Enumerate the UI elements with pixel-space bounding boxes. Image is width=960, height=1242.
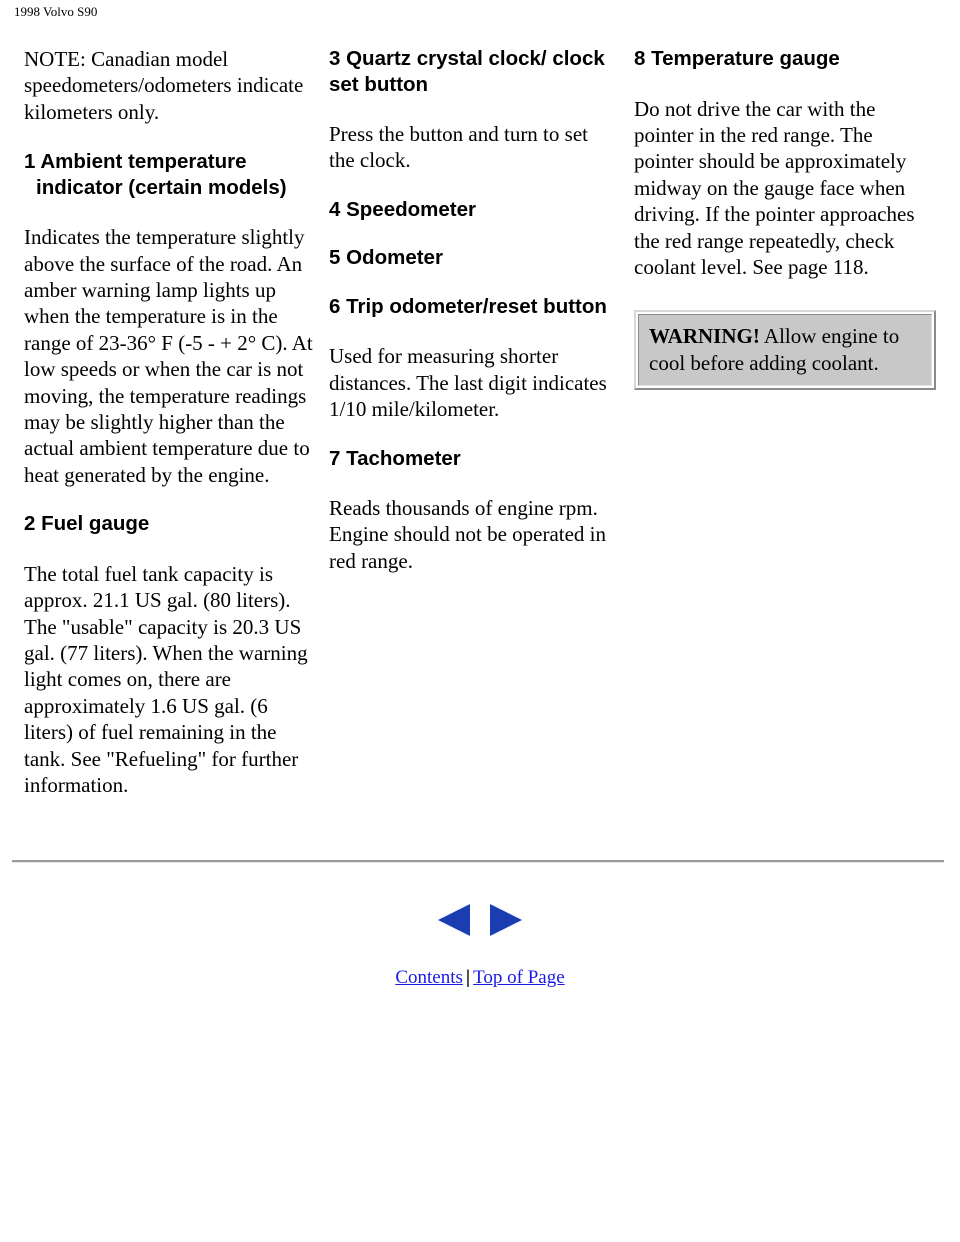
page-header-title: 1998 Volvo S90: [14, 4, 98, 19]
column-right: [634, 46, 936, 390]
footer-links: [0, 966, 960, 990]
top-of-page-link[interactable]: Top of Page: [473, 967, 565, 988]
section-heading-odometer: 5 Odometer: [329, 246, 443, 270]
canadian-model-note: NOTE: Canadian model speedometers/odometers indicate kilometers only.: [24, 47, 304, 124]
section-text-temperature-gauge: Do not drive the car with the pointer in the red range. The pointer should be approximately midway on the gauge face when driving. If the pointer approaches the red range repeatedly, check coolant level. See page 118.: [634, 96, 915, 279]
warning-box: [634, 310, 936, 390]
section-text-fuel-gauge: The total fuel tank capacity is approx. 21.1 US gal. (80 liters). The "usable" capacity is 20.3 US gal. (77 liters). When the warning light comes on, there are approximately 1.6 US gal. (6 liters) of fuel remaining in the tank. See "Refueling" for further information.: [24, 561, 308, 798]
page-navigation: [436, 902, 526, 938]
column-middle: [329, 46, 613, 574]
section-text-trip-odometer: Used for measuring shorter distances. The last digit indicates 1/10 mile/kilometer.: [329, 344, 607, 422]
section-heading-speedometer: 4 Speedometer: [329, 197, 476, 221]
section-heading-tachometer: 7 Tachometer: [329, 446, 461, 470]
triangle-right-icon[interactable]: [488, 902, 524, 938]
section-heading-fuel-gauge: 2 Fuel gauge: [24, 512, 150, 536]
section-text-quartz-clock: Press the button and turn to set the clock.: [329, 122, 588, 173]
contents-link[interactable]: Contents: [395, 967, 463, 988]
section-text-ambient-temperature: Indicates the temperature slightly above the surface of the road. An amber warning lamp lights up when the temperature is in the range of 23-36° F (-5 - + 2° C). At low speeds or when the car is not moving, the temperature readings may be slightly higher than the actual ambient temperature due to heat generated by the engine.: [24, 225, 313, 487]
link-separator: |: [465, 967, 471, 988]
section-heading-quartz-clock: 3 Quartz crystal clock/ clock set button: [329, 47, 605, 96]
section-text-tachometer: Reads thousands of engine rpm. Engine should not be operated in red range.: [329, 496, 607, 573]
horizontal-divider: [12, 860, 944, 863]
section-heading-ambient-temperature: 1 Ambient temperature indicator (certain models): [24, 150, 287, 199]
section-heading-temperature-gauge: 8 Temperature gauge: [634, 47, 840, 70]
column-left: [24, 46, 316, 798]
section-heading-trip-odometer: 6 Trip odometer/reset button: [329, 294, 607, 318]
warning-label: WARNING!: [649, 324, 760, 349]
triangle-left-icon[interactable]: [436, 902, 472, 938]
warning-box-content: [638, 314, 932, 386]
warning-text: Allow engine to cool before adding coolant.: [649, 324, 900, 375]
